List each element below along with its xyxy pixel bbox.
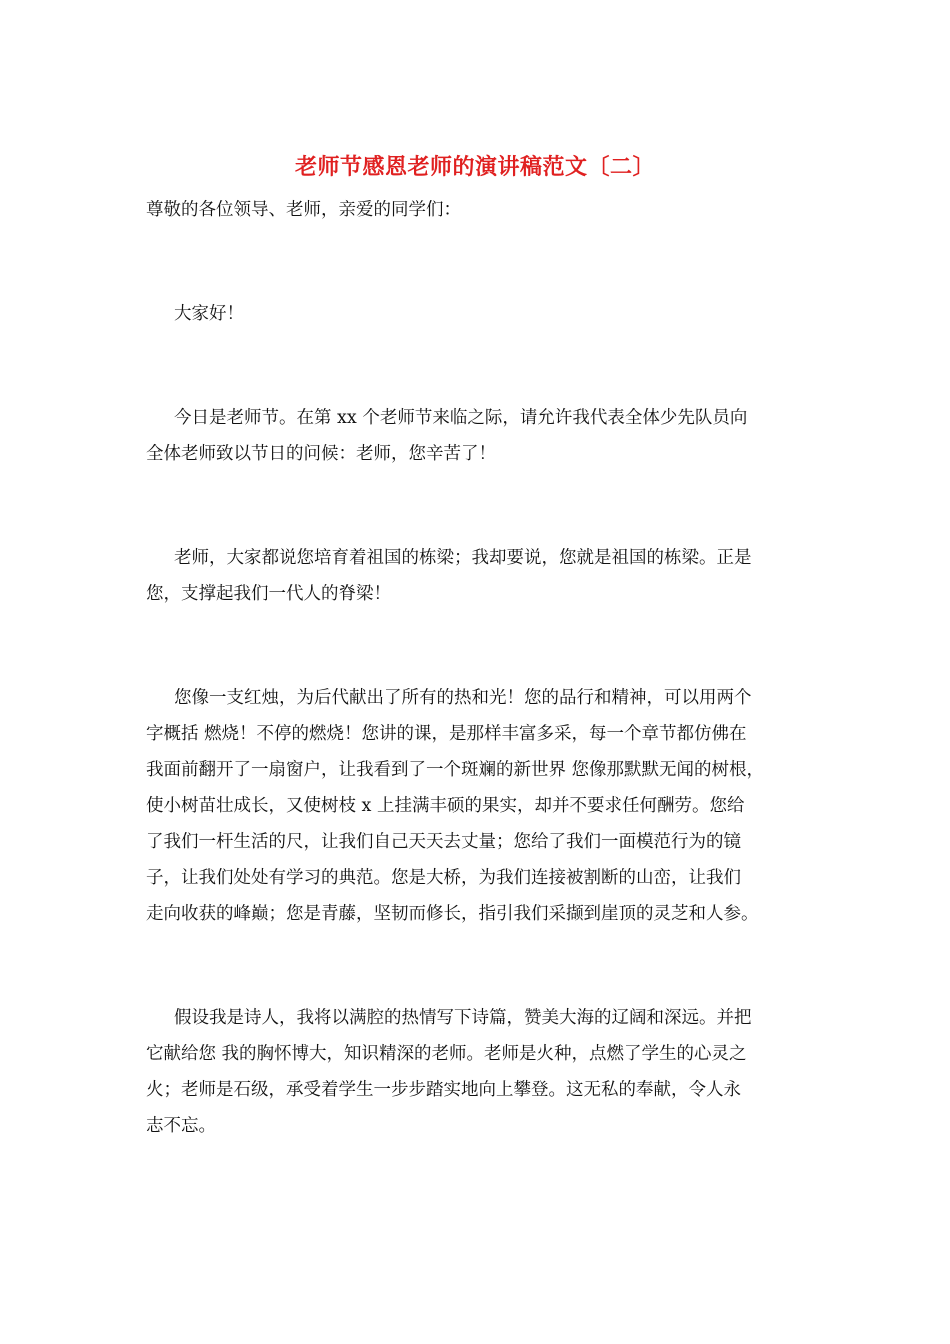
greeting: 尊敬的各位领导、老师，亲爱的同学们： [146,200,461,220]
paragraph-3-line-1: 您像一支红烛，为后代献出了所有的热和光！您的品行和精神，可以用两个 [174,688,752,708]
document-title: 老师节感恩老师的演讲稿范文〔二〕 [294,154,655,180]
paragraph-2-line-2: 您，支撑起我们一代人的脊梁！ [146,584,391,604]
salutation: 大家好！ [174,304,244,324]
paragraph-3-line-3: 我面前翻开了一扇窗户，让我看到了一个斑斓的新世界 您像那默默无闻的树根， [146,760,765,780]
paragraph-3-line-7: 走向收获的峰巅；您是青藤，坚韧而修长，指引我们采撷到崖顶的灵芝和人参。 [146,904,759,924]
paragraph-4-line-4: 志不忘。 [146,1116,216,1136]
paragraph-3-line-6: 子，让我们处处有学习的典范。您是大桥，为我们连接被割断的山峦，让我们 [146,868,741,888]
paragraph-4-line-2: 它献给您 我的胸怀博大，知识精深的老师。老师是火种，点燃了学生的心灵之 [146,1044,747,1064]
paragraph-1-line-2: 全体老师致以节日的问候：老师，您辛苦了！ [146,444,496,464]
paragraph-3-line-5: 了我们一杆生活的尺，让我们自己天天去丈量；您给了我们一面模范行为的镜 [146,832,741,852]
paragraph-3-line-4: 使小树苗壮成长，又使树枝 x 上挂满丰硕的果实，却并不要求任何酬劳。您给 [146,796,745,816]
paragraph-4-line-1: 假设我是诗人，我将以满腔的热情写下诗篇，赞美大海的辽阔和深远。并把 [174,1008,752,1028]
paragraph-3-line-2: 字概括 燃烧！不停的燃烧！您讲的课，是那样丰富多采，每一个章节都仿佛在 [146,724,747,744]
paragraph-4-line-3: 火；老师是石级，承受着学生一步步踏实地向上攀登。这无私的奉献，令人永 [146,1080,741,1100]
paragraph-2-line-1: 老师，大家都说您培育着祖国的栋梁；我却要说，您就是祖国的栋梁。正是 [174,548,752,568]
paragraph-1-line-1: 今日是老师节。在第 xx 个老师节来临之际，请允许我代表全体少先队员向 [174,408,748,428]
